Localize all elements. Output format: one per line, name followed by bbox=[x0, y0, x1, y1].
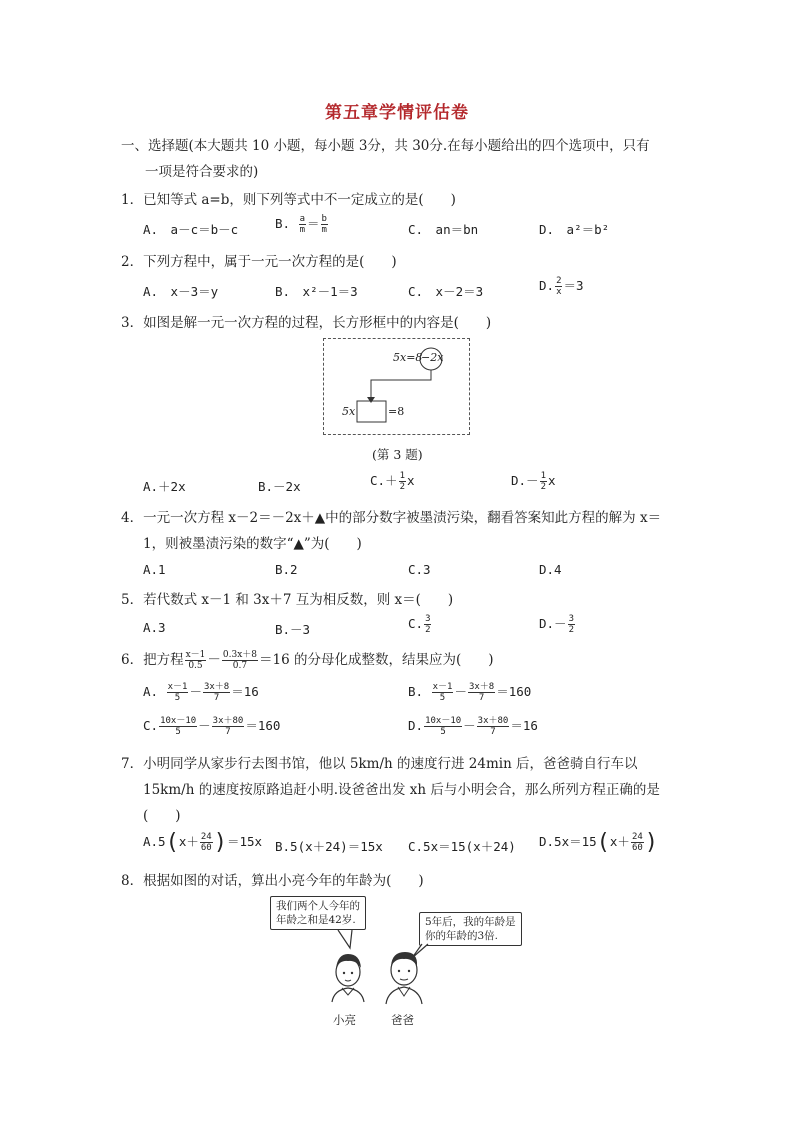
q7-option-c: C.5x＝15(x＋24) bbox=[408, 839, 516, 854]
q2-stem: 2．下列方程中，属于一元一次方程的是( ) bbox=[121, 254, 397, 270]
q4-option-a: A.1 bbox=[143, 562, 166, 577]
q7-option-d: D.5x＝15(x＋ $\frac{24}{60}$ ) bbox=[539, 830, 659, 855]
q7-stem-cont: 15km/h 的速度按原路追赶小明.设爸爸出发 xh 后与小明会合，那么所列方程正确的是 bbox=[143, 782, 660, 798]
q2-option-b: B. x²－1＝3 bbox=[275, 284, 358, 299]
section-heading-cont: 一项是符合要求的) bbox=[145, 164, 259, 180]
q3-caption: (第 3 题) bbox=[372, 447, 423, 462]
q4-option-c: C.3 bbox=[408, 562, 431, 577]
q2-option-c: C. x－2＝3 bbox=[408, 284, 484, 299]
q2-option-d: D. $\frac{2}{x}$ ＝3 bbox=[539, 276, 584, 297]
q6-option-d: D. $\frac{10x-10}{5}$ － $\frac{3x+80}{7}$ ＝16 bbox=[408, 716, 538, 737]
q7-option-a: A.5(x＋ $\frac{24}{60}$ )＝15x bbox=[143, 830, 263, 855]
q4-stem-cont: 1，则被墨渍污染的数字“▲”为( ) bbox=[143, 536, 362, 552]
q6-stem: 6．把方程 $\frac{x-1}{0.5}$ － $\frac{0.3x+8}{0.7}$ ＝16 的分母化成整数，结果应为( ) bbox=[121, 650, 494, 671]
q5-option-b: B.－3 bbox=[275, 622, 311, 637]
q1-stem: 1．已知等式 a=b，则下列等式中不一定成立的是( ) bbox=[121, 192, 456, 208]
q7-stem: 7．小明同学从家步行去图书馆，他以 5km/h 的速度行进 24min 后，爸爸骑自行车以 bbox=[121, 756, 638, 772]
q7-option-b: B.5(x＋24)＝15x bbox=[275, 839, 383, 854]
section-heading: 一、选择题(本大题共 10 小题，每小题 3分，共 30分.在每小题给出的四个选项中，只有 bbox=[121, 138, 650, 154]
q4-option-b: B.2 bbox=[275, 562, 298, 577]
q1-option-d: D. a²＝b² bbox=[539, 222, 610, 237]
q3-stem: 3．如图是解一元一次方程的过程，长方形框中的内容是( ) bbox=[121, 315, 492, 331]
q8-stem: 8．根据如图的对话，算出小亮今年的年龄为( ) bbox=[121, 873, 424, 889]
q7-stem-paren: ( ) bbox=[143, 808, 181, 824]
bubble-right-line1: 5年后，我的年龄是 bbox=[425, 916, 516, 928]
q4-stem: 4．一元一次方程 x－2＝－2x＋▲中的部分数字被墨渍污染，翻看答案知此方程的解为 x＝ bbox=[121, 510, 662, 526]
q5-option-a: A.3 bbox=[143, 620, 166, 635]
q3-figure-circle-text: −2x bbox=[421, 351, 444, 364]
q5-stem: 5．若代数式 x－1 和 3x＋7 互为相反数，则 x＝( ) bbox=[121, 592, 454, 608]
bubble-right-line2: 你的年龄的3倍. bbox=[425, 930, 499, 942]
dialogue-illustration bbox=[300, 930, 440, 1010]
q5-option-c: C. $\frac{3}{2}$ bbox=[408, 614, 431, 635]
page-title: 第五章学情评估卷 bbox=[325, 103, 469, 123]
q6-option-b: B. $\frac{x-1}{5}$ － $\frac{3x+8}{7}$ ＝160 bbox=[408, 682, 532, 703]
bubble-left-line1: 我们两个人今年的 bbox=[276, 900, 360, 912]
q3-figure bbox=[323, 338, 470, 435]
q3-figure-right-text: =8 bbox=[388, 405, 405, 418]
bubble-left-line2: 年龄之和是42岁. bbox=[276, 914, 356, 926]
q1-option-b: B. $\frac{a}{m}$ ＝ $\frac{b}{m}$ bbox=[275, 214, 327, 235]
boy-figure bbox=[332, 954, 364, 1002]
name-label-father: 爸爸 bbox=[391, 1013, 414, 1027]
name-label-boy: 小亮 bbox=[333, 1013, 356, 1027]
q3-option-a: A.＋2x bbox=[143, 479, 186, 494]
q2-option-a: A. x－3＝y bbox=[143, 284, 219, 299]
q6-option-a: A. $\frac{x-1}{5}$ － $\frac{3x+8}{7}$ ＝16 bbox=[143, 682, 259, 703]
q1-option-a: A. a－c＝b－c bbox=[143, 222, 239, 237]
speech-bubble-left bbox=[270, 896, 366, 930]
q3-figure-top-text: 5x=8 bbox=[393, 351, 423, 364]
q3-option-b: B.－2x bbox=[258, 479, 301, 494]
q3-option-c: C.＋ $\frac{1}{2}$ x bbox=[370, 471, 415, 492]
q4-option-d: D.4 bbox=[539, 562, 562, 577]
q6-option-c: C. $\frac{10x-10}{5}$ － $\frac{3x+80}{7}$ ＝160 bbox=[143, 716, 281, 737]
q3-option-d: D.－ $\frac{1}{2}$ x bbox=[511, 471, 556, 492]
father-figure bbox=[386, 952, 422, 1004]
q3-figure-left-text: 5x bbox=[342, 405, 356, 418]
q5-option-d: D.－ $\frac{3}{2}$ bbox=[539, 614, 574, 635]
q1-option-c: C. an＝bn bbox=[408, 222, 479, 237]
